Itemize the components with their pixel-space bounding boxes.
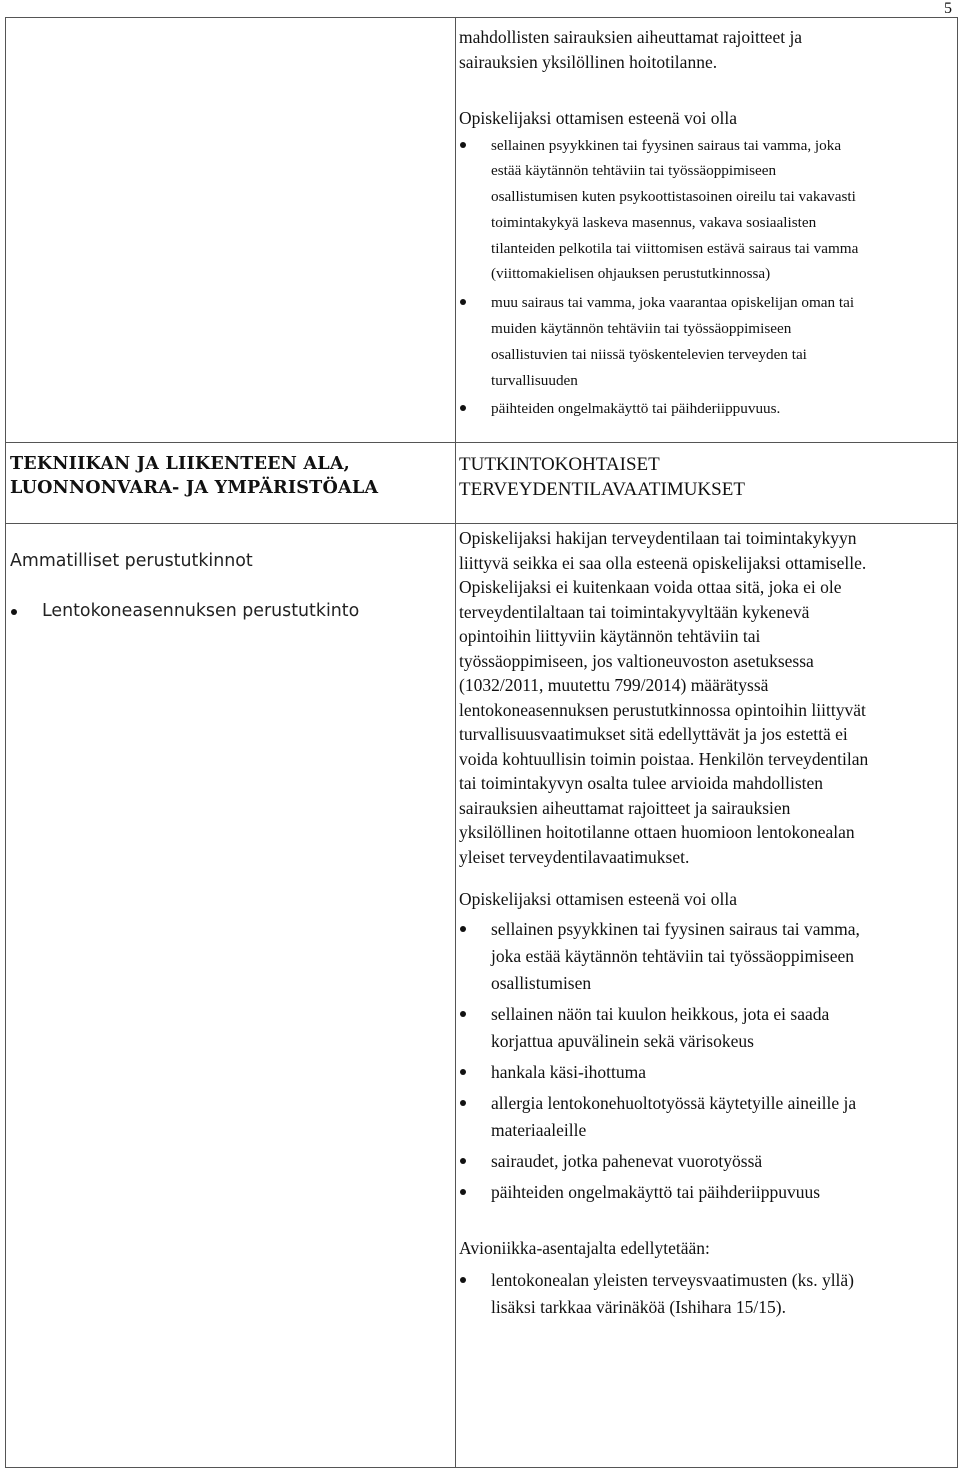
qualification-list [10,599,440,623]
text-line: (viittomakielisen ohjauksen perustutkinnossa) [491,265,771,283]
obstacle-intro: Opiskelijaksi ottamisen esteenä voi olla [459,108,737,128]
text-line: muu sairaus tai vamma, joka vaarantaa opiskelijan oman tai [491,294,855,312]
list-item [459,1059,949,1086]
qualification-name: Lentokoneasennuksen perustutkinto [42,601,360,621]
field-heading [10,452,440,500]
list-item [459,1090,949,1144]
continuation-intro [459,25,949,74]
avionics-list [459,1267,949,1321]
text-line: sairauksien aiheuttamat rajoitteet ja sairauksien [459,797,791,818]
text-line: materiaaleille [491,1119,587,1140]
text-line: toimintakykyä laskeva masennus, vakava sosiaalisten [491,213,817,231]
text-line: osallistuvien tai niissä työskentelevien terveyden tai [491,345,807,363]
text-line: muiden käytännön tehtäviin tai työssäoppimiseen [491,320,792,338]
text-line: sellainen psyykkinen tai fyysinen sairaus tai vamma, [491,918,860,939]
text-line: turvallisuusvaatimukset sitä edellyttävät ja jos estettä ei [459,724,848,744]
heading-line: TUTKINTOKOHTAISET [459,454,660,475]
text-line: joka estää käytännön tehtäviin tai työssäoppimiseen [491,945,855,966]
left-cell-divider [6,523,455,524]
qualifications [10,549,440,623]
text-line: työssäoppimiseen, jos valtioneuvoston asetuksessa [459,650,814,671]
text-line: osallistumisen kuten psykoottistasoinen oireilu tai vakavasti [491,188,856,206]
right-cell-divider [455,523,957,524]
obstacle-list [459,916,949,1206]
text-line: sellainen näön tai kuulon heikkous, jota ei saada [491,1003,830,1024]
text-line: liittyvä seikka ei saa olla esteenä opiskelijaksi ottamiselle. [459,552,867,573]
obstacle-intro: Opiskelijaksi ottamisen esteenä voi olla [459,889,737,909]
list-item [459,1148,949,1175]
text-line: voida kohtuullisin toimin poistaa. Henkilön terveydentilan [459,748,869,769]
avionics-section [459,1236,949,1321]
text-line: yleiset terveydentilavaatimukset. [459,846,690,867]
text-line: turvallisuuden [491,371,578,389]
heading-line: TERVEYDENTILAVAATIMUKSET [459,479,745,500]
text-line: allergia lentokonehuoltotyössä käytetyille aineille ja [491,1092,857,1113]
text-line: lisäksi tarkkaa värinäköä (Ishihara 15/15). [491,1296,786,1317]
text-line: terveydentilaltaan tai toimintakyvyltään kykenevä [459,601,810,622]
text-line: korjattua apuvälinein sekä värisokeus [491,1030,754,1051]
obstacles-section [459,887,949,1206]
text-line: osallistumisen [491,972,592,993]
text-line: sairaudet, jotka pahenevat vuorotyössä [491,1150,763,1171]
obstacle-list [459,133,949,423]
text-line: Opiskelijaksi ei kuitenkaan voida ottaa sitä, joka ei ole [459,577,842,597]
text-line: hankala käsi-ihottuma [491,1061,647,1082]
requirements-body [459,526,949,869]
text-line: mahdollisten sairauksien aiheuttamat rajoitteet ja [459,27,803,47]
list-item [459,1001,949,1055]
list-item [459,133,949,288]
row-divider [6,442,957,443]
page-number: 5 [944,0,952,17]
continuation-obstacles [459,106,949,422]
list-item [459,396,949,422]
text-line: yksilöllinen hoitotilanne ottaen huomioon lentokonealan [459,822,855,842]
text-line: (1032/2011, muutettu 799/2014) määrätyssä [459,675,769,695]
text-line: sellainen psyykkinen tai fyysinen sairaus tai vamma, joka [491,136,842,154]
text-line: tilanteiden pelkotila tai viittomisen estävä sairaus tai vamma [491,239,859,257]
list-item [459,916,949,997]
text-line: päihteiden ongelmakäyttö tai päihderiippuvuus [491,1181,821,1202]
qualification-type: Ammatilliset perustutkinnot [10,551,253,571]
text-line: tai toimintakyvyn osalta tulee arvioida mahdollisten [459,773,824,793]
list-item [459,1267,949,1321]
column-divider [455,18,456,1467]
requirements-heading [459,452,949,502]
text-line: lentokoneasennuksen perustutkinnossa opintoihin liittyvät [459,699,866,720]
text-line: opintoihin liittyviin käytännön tehtäviin tai [459,626,761,646]
heading-line: LUONNONVARA- JA YMPÄRISTÖALA [10,477,379,498]
text-line: sairauksien yksilöllinen hoitotilanne. [459,51,718,72]
text-line: lentokonealan yleisten terveysvaatimusten (ks. yllä) [491,1269,855,1290]
text-line: päihteiden ongelmakäyttö tai päihderiippuvuus. [491,400,781,418]
list-item [10,599,440,623]
heading-line: TEKNIIKAN JA LIIKENTEEN ALA, [10,453,351,474]
list-item [459,290,949,393]
avionics-intro: Avioniikka-asentajalta edellytetään: [459,1238,710,1258]
list-item [459,1179,949,1206]
text-line: Opiskelijaksi hakijan terveydentilaan tai toimintakykyyn [459,528,857,548]
text-line: estää käytännön tehtäviin tai työssäoppimiseen [491,162,777,180]
